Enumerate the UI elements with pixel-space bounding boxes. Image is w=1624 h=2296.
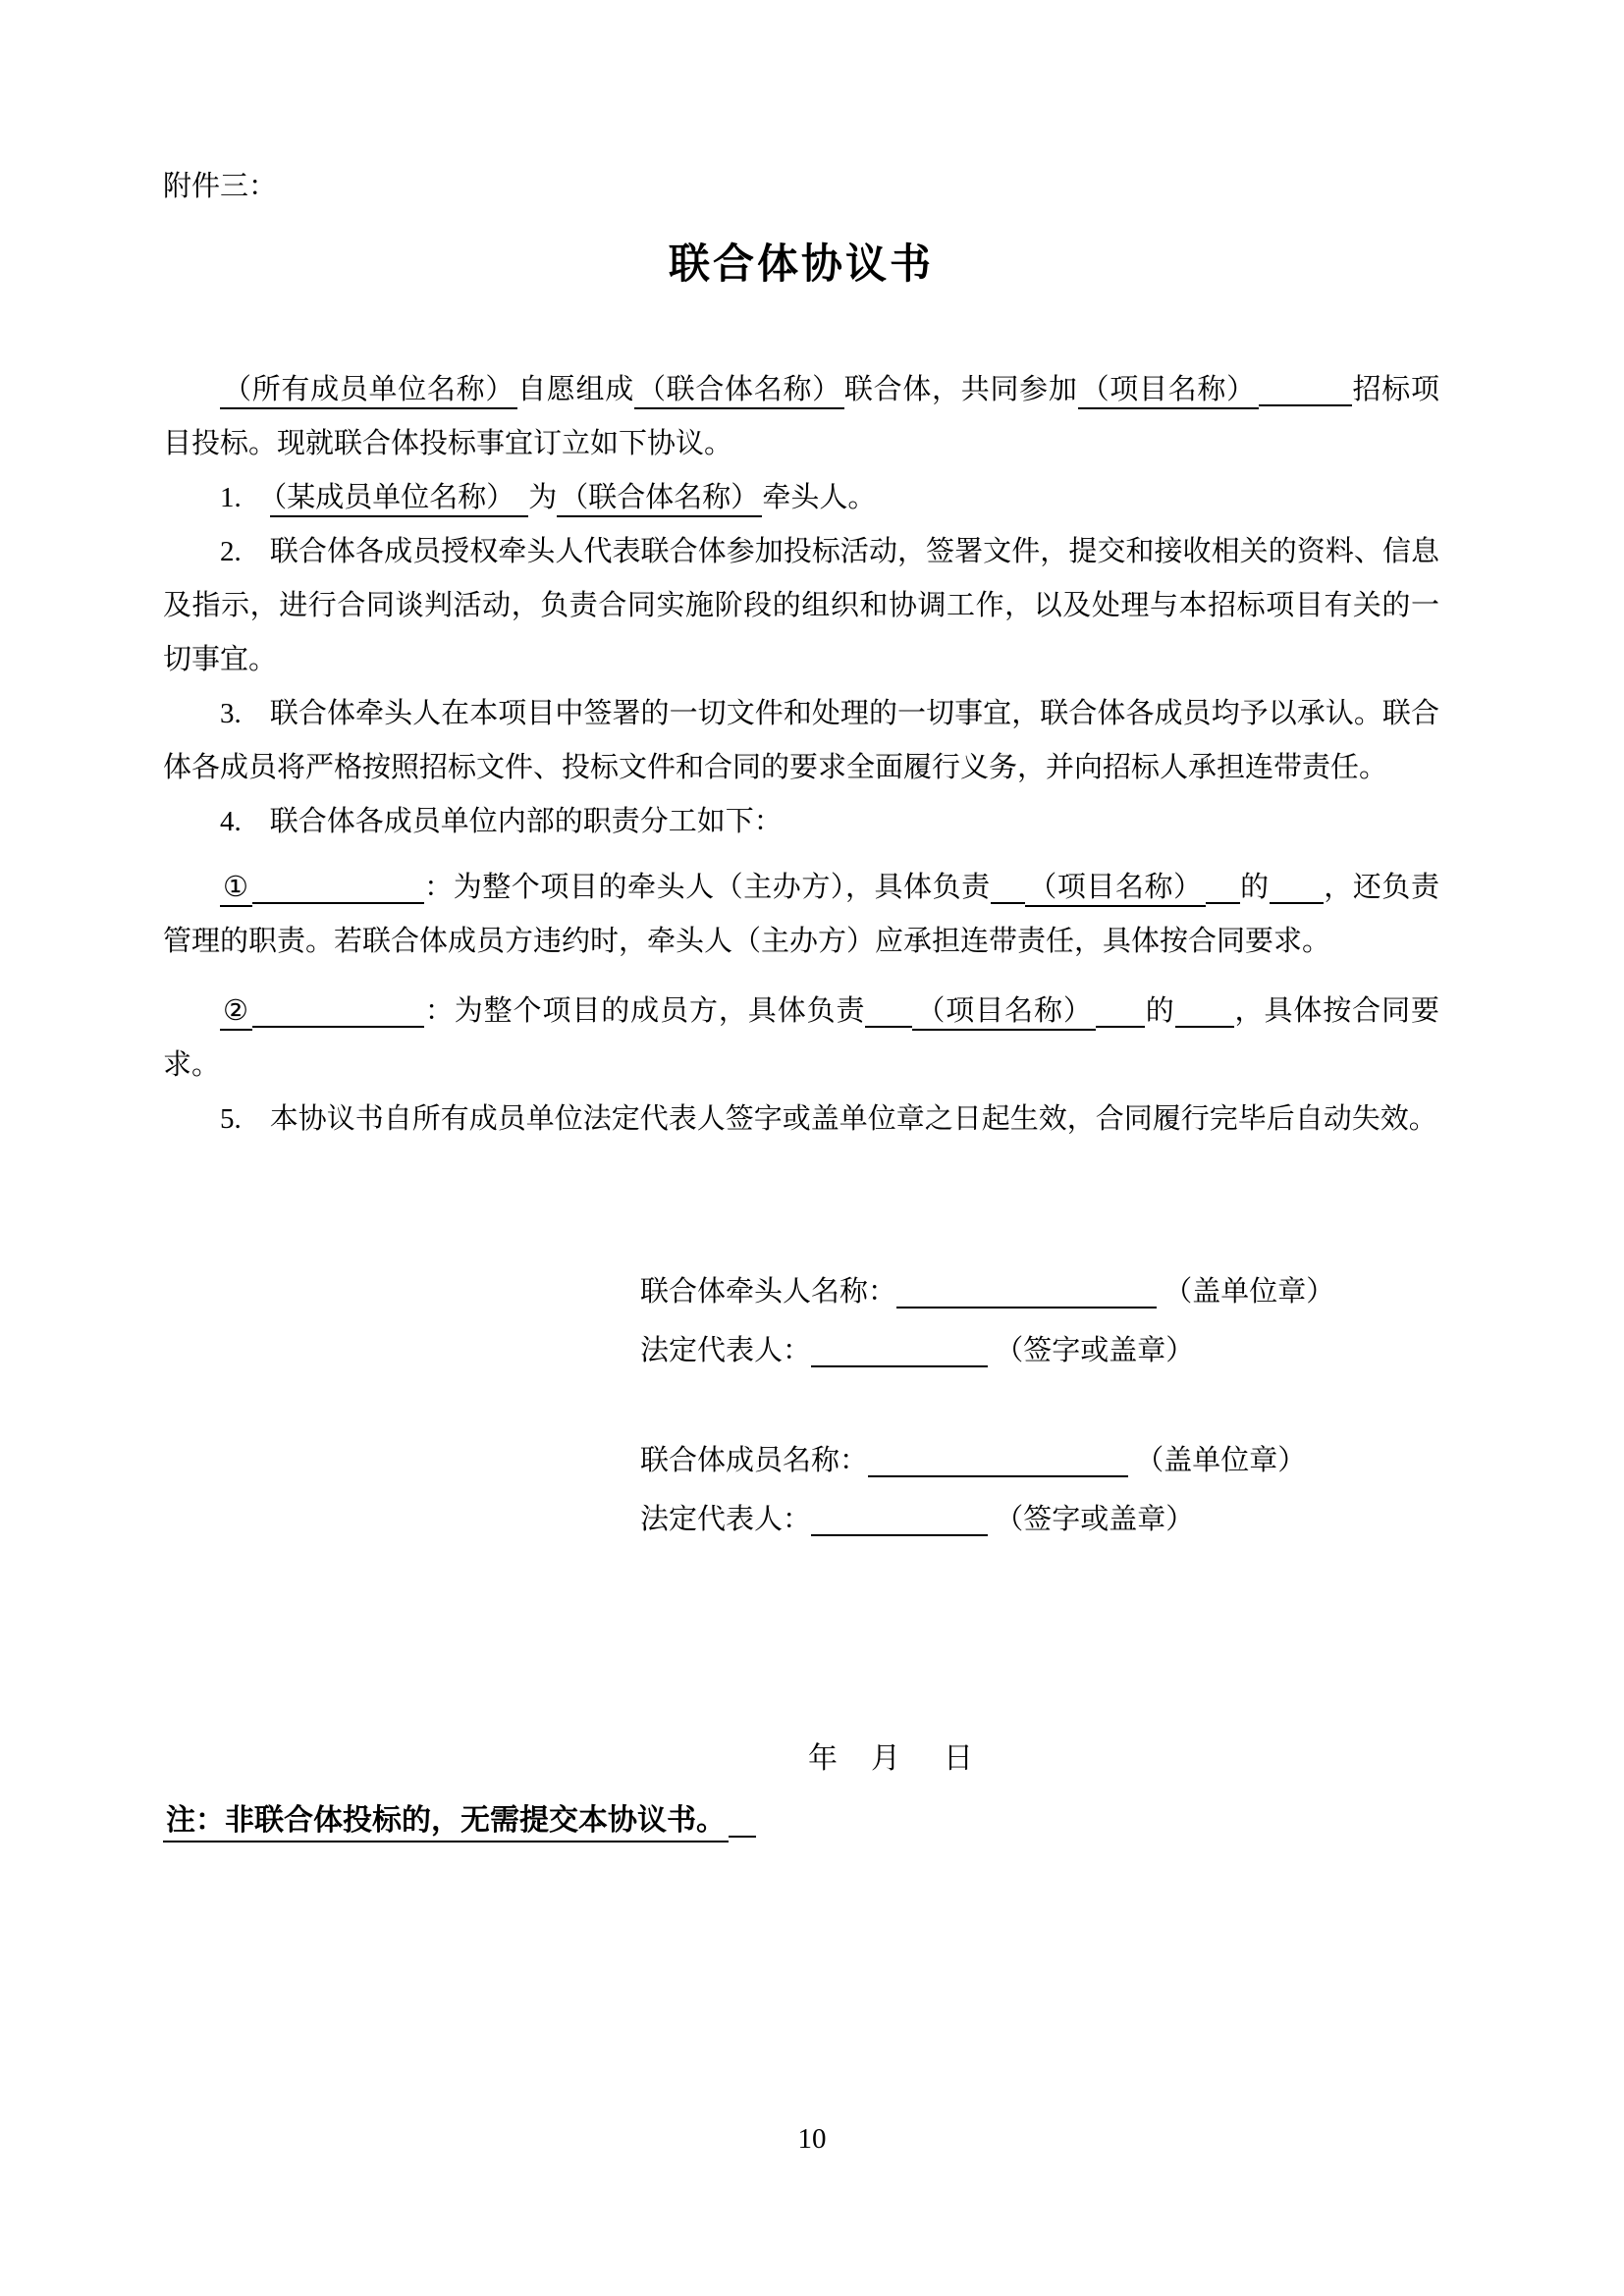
member-rep-label: 法定代表人：: [640, 1504, 812, 1535]
date-line: [808, 1732, 1439, 1786]
date-month-label: 月: [871, 1742, 900, 1775]
blank-project-name-3: （项目名称）: [912, 995, 1095, 1031]
document-title: 联合体协议书: [668, 242, 934, 288]
clause-1-text-1: 为: [528, 482, 558, 513]
member-name-label: 联合体成员名称：: [640, 1445, 869, 1476]
member-name-line: [640, 1431, 1439, 1490]
blank-project-name: （项目名称）: [1078, 374, 1259, 409]
member-name-blank-line: [868, 1458, 1128, 1477]
circle-2-marker: ②: [220, 995, 252, 1031]
circle-1-text-2: 的: [1239, 872, 1270, 903]
lead-rep-label: 法定代表人：: [640, 1335, 812, 1366]
blank-line: [865, 1008, 912, 1028]
circle-2-text-2: 的: [1144, 995, 1175, 1027]
clause-5: 5. 本协议书自所有成员单位法定代表人签字或盖单位章之日起生效，合同履行完毕后自动失效。: [220, 1103, 1437, 1135]
blank-project-name-2: （项目名称）: [1025, 872, 1206, 907]
blank-line: [252, 884, 424, 904]
intro-text-2: 联合体，共同参加: [843, 374, 1078, 405]
blank-consortium-name: （联合体名称）: [634, 374, 844, 409]
page-number: 10: [797, 2123, 827, 2155]
lead-name-label: 联合体牵头人名称：: [640, 1276, 897, 1308]
clause-1: [163, 471, 1439, 525]
document-content: [163, 0, 1439, 1847]
blank-line: [1175, 1008, 1234, 1028]
clause-1-text-2: 牵头人。: [762, 482, 877, 513]
signature-member-block: [640, 1431, 1439, 1549]
blank-line: [1206, 884, 1240, 904]
circle-1-text-1: 为整个项目的牵头人（主办方），具体负责: [453, 872, 991, 903]
attachment-label: 附件三：: [163, 171, 278, 202]
member-rep-suffix: （签字或盖章）: [995, 1504, 1195, 1535]
blank-line: [1096, 1008, 1145, 1028]
member-rep-blank-line: [811, 1517, 988, 1536]
date-year-label: 年: [808, 1742, 838, 1775]
circle-2-text-3: ，具体按合同要求。: [163, 995, 1439, 1081]
circle-2-text-1: 为整个项目的成员方，具体负责: [454, 995, 866, 1027]
lead-rep-line: [640, 1321, 1439, 1380]
footnote: [163, 1793, 1439, 1847]
clause-4-sub-2: [163, 985, 1439, 1093]
blank-member-unit-name: （某成员单位名称）: [270, 482, 529, 517]
circle-2-colon: ：: [423, 995, 455, 1027]
blank-line: [729, 1818, 756, 1838]
member-name-suffix: （盖单位章）: [1135, 1445, 1307, 1476]
blank-line: [991, 884, 1025, 904]
lead-rep-blank-line: [811, 1348, 988, 1367]
blank-all-member-names: （所有成员单位名称）: [220, 374, 517, 409]
date-day-label: 日: [944, 1742, 973, 1775]
lead-name-blank-line: [896, 1289, 1157, 1308]
clause-1-marker: 1.: [220, 482, 270, 513]
intro-text-1: 自愿组成: [517, 374, 634, 405]
clause-4: 4. 联合体各成员单位内部的职责分工如下：: [220, 806, 783, 837]
clause-3: 3. 联合体牵头人在本项目中签署的一切文件和处理的一切事宜，联合体各成员均予以承认。联合体各成员将严格按照招标文件、投标文件和合同的要求全面履行义务，并向招标人承担连带责任。: [163, 698, 1439, 783]
circle-1-text-3: ，还负责管理的职责。若联合体成员方违约时，牵头人（主办方）应承担连带责任，具体按合同要求。: [163, 872, 1439, 957]
circle-1-colon: ：: [423, 872, 454, 903]
footnote-text: 注：非联合体投标的，无需提交本协议书。: [163, 1804, 729, 1842]
circle-1-marker: ①: [220, 872, 252, 907]
intro-paragraph: [163, 363, 1439, 471]
blank-line: [252, 1008, 424, 1028]
blank-line: [1270, 884, 1324, 904]
lead-name-suffix: （盖单位章）: [1164, 1276, 1335, 1308]
clause-2: 2. 联合体各成员授权牵头人代表联合体参加投标活动，签署文件，提交和接收相关的资料、信息及指示，进行合同谈判活动，负责合同实施阶段的组织和协调工作，以及处理与本招标项目有关的一切事宜。: [163, 536, 1439, 675]
member-rep-line: [640, 1490, 1439, 1549]
lead-rep-suffix: （签字或盖章）: [995, 1335, 1195, 1366]
lead-name-line: [640, 1262, 1439, 1321]
signature-lead-block: [640, 1262, 1439, 1380]
clause-4-sub-1: [163, 861, 1439, 969]
intro-text-3: 招标项目投标。现就联合体投标事宜订立如下协议。: [163, 374, 1439, 459]
blank-line: [1259, 387, 1352, 406]
blank-consortium-name-2: （联合体名称）: [557, 482, 762, 517]
